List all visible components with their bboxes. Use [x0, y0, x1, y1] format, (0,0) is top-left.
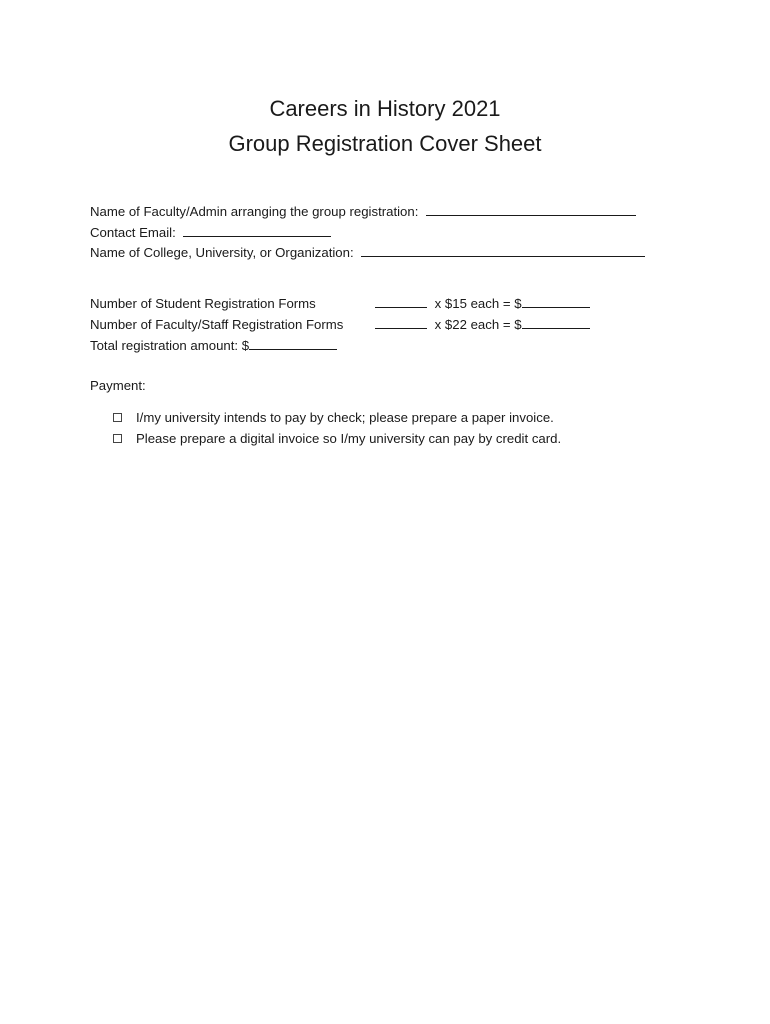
document-subtitle: Group Registration Cover Sheet — [228, 131, 542, 156]
pay-by-check-checkbox[interactable] — [113, 413, 122, 422]
student-subtotal-field[interactable] — [522, 295, 590, 308]
faculty-name-label: Name of Faculty/Admin arranging the group registration: — [90, 204, 419, 219]
pay-by-card-checkbox[interactable] — [113, 434, 122, 443]
faculty-forms-calc — [375, 316, 590, 334]
total-row — [90, 337, 337, 355]
faculty-forms-label: Number of Faculty/Staff Registration Forms — [90, 317, 344, 332]
student-forms-calc — [375, 295, 590, 313]
contact-email-row — [90, 224, 331, 242]
student-price-label: x $15 each = $ — [434, 296, 522, 311]
document-title: Careers in History 2021 — [269, 96, 501, 121]
contact-email-field[interactable] — [183, 224, 331, 237]
pay-by-check-label: I/my university intends to pay by check; please prepare a paper invoice. — [136, 410, 554, 425]
total-amount-field[interactable] — [249, 337, 337, 350]
faculty-name-row — [90, 203, 636, 221]
organization-row — [90, 244, 645, 262]
organization-label: Name of College, University, or Organization: — [90, 245, 354, 260]
payment-label: Payment: — [90, 378, 146, 393]
faculty-name-field[interactable] — [426, 203, 636, 216]
student-forms-label: Number of Student Registration Forms — [90, 296, 316, 311]
organization-field[interactable] — [361, 244, 645, 257]
total-label: Total registration amount: $ — [90, 338, 250, 353]
pay-by-card-label: Please prepare a digital invoice so I/my university can pay by credit card. — [136, 431, 562, 446]
contact-email-label: Contact Email: — [90, 225, 176, 240]
faculty-price-label: x $22 each = $ — [434, 317, 522, 332]
faculty-subtotal-field[interactable] — [522, 316, 590, 329]
faculty-count-field[interactable] — [375, 316, 427, 329]
student-count-field[interactable] — [375, 295, 427, 308]
